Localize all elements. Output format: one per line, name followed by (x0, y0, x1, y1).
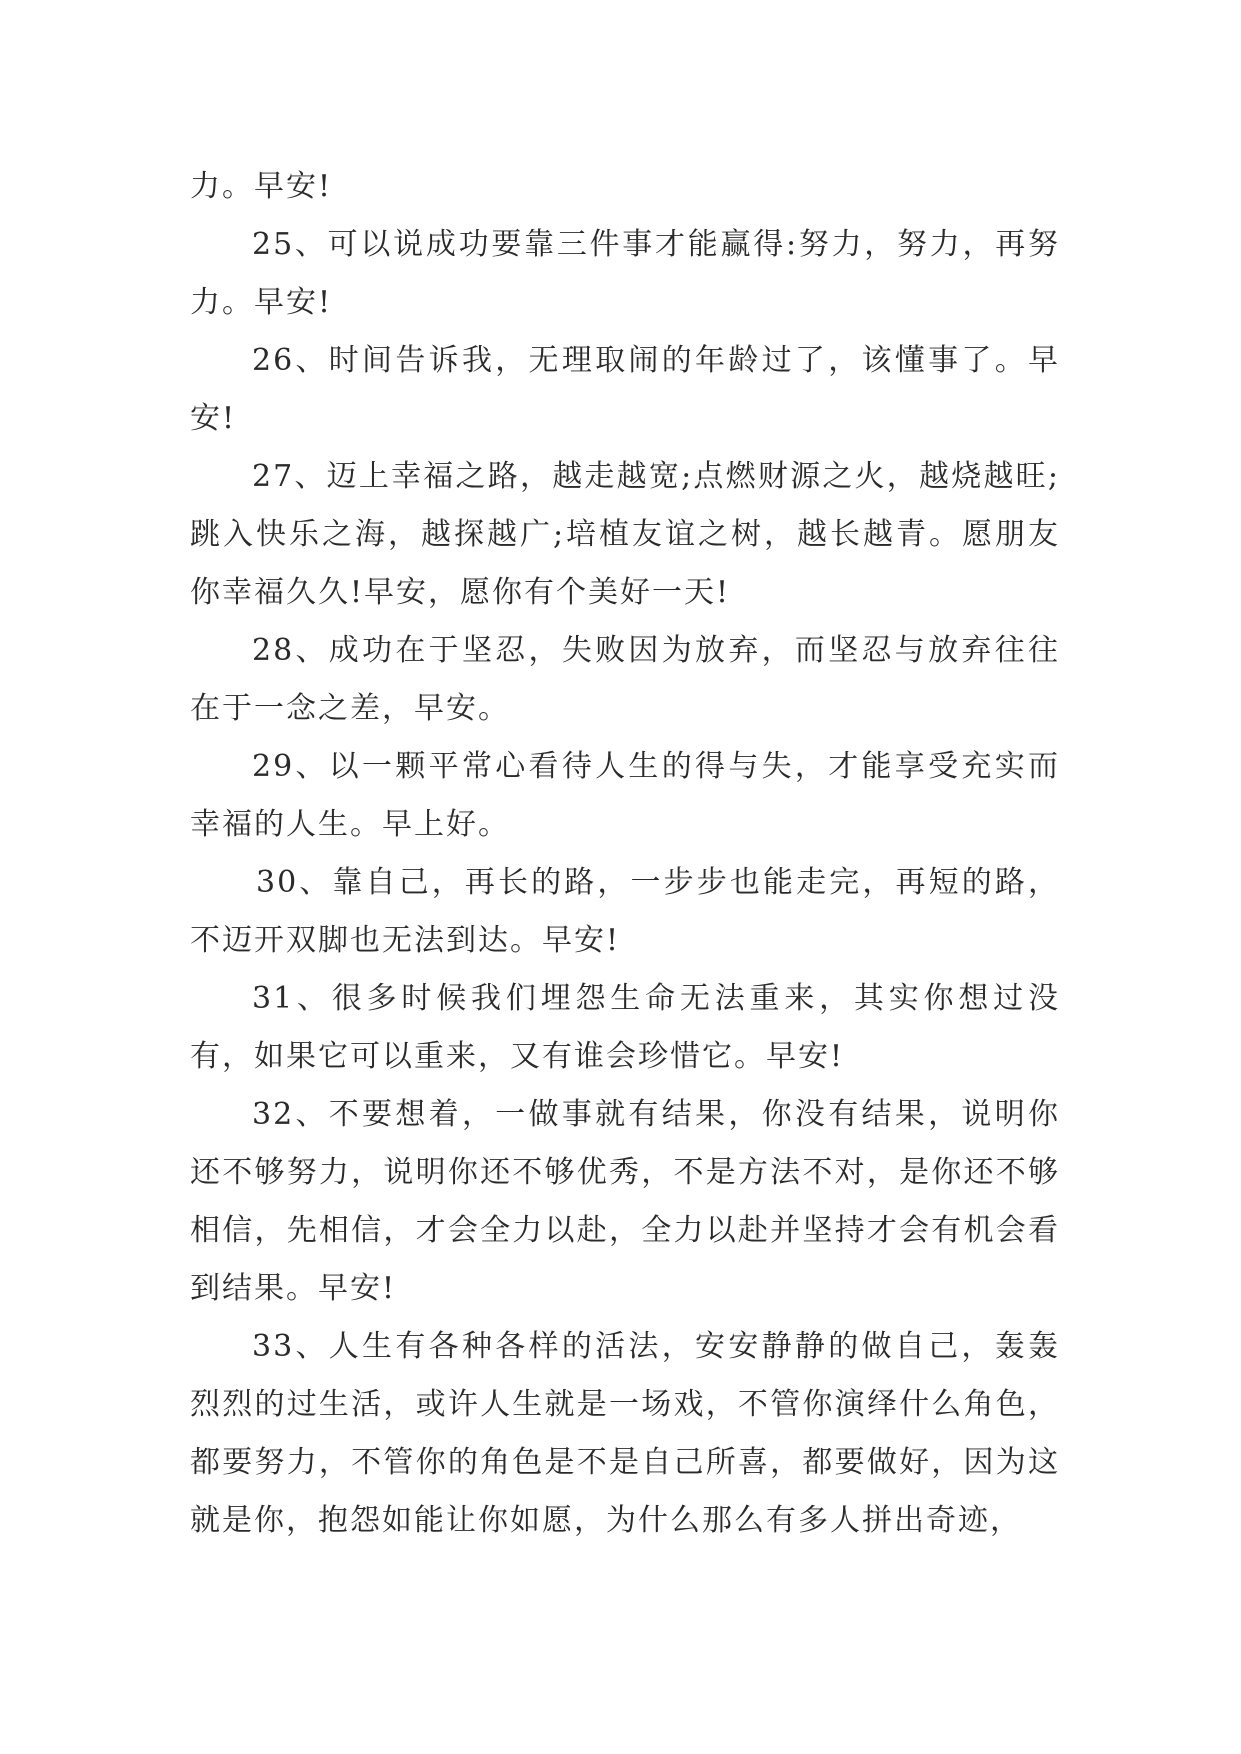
paragraph-28: 28、成功在于坚忍，失败因为放弃，而坚忍与放弃往往在于一念之差，早安。 (190, 633, 1060, 726)
paragraph-27: 27、迈上幸福之路，越走越宽;点燃财源之火，越烧越旺;跳入快乐之海，越探越广;培植友谊之树，越长越青。愿朋友你幸福久久!早安，愿你有个美好一天! (190, 459, 1060, 610)
paragraph-29: 29、以一颗平常心看待人生的得与失，才能享受充实而幸福的人生。早上好。 (190, 749, 1060, 842)
paragraph-continuation: 力。早安! (190, 169, 333, 204)
paragraph-30: 30、靠自己，再长的路，一步步也能走完，再短的路，不迈开双脚也无法到达。早安! (190, 865, 1060, 958)
paragraph-32: 32、不要想着，一做事就有结果，你没有结果，说明你还不够努力，说明你还不够优秀，不是方法不对，是你还不够相信，先相信，才会全力以赴，全力以赴并坚持才会有机会看到结果。早安! (190, 1097, 1060, 1306)
document-body (190, 158, 1060, 1550)
paragraph-25: 25、可以说成功要靠三件事才能赢得:努力，努力，再努力。早安! (190, 227, 1060, 320)
paragraph-26: 26、时间告诉我，无理取闹的年龄过了，该懂事了。早安! (190, 343, 1060, 436)
paragraph-31: 31、很多时候我们埋怨生命无法重来，其实你想过没有，如果它可以重来，又有谁会珍惜它。早安! (190, 981, 1060, 1074)
paragraph-33: 33、人生有各种各样的活法，安安静静的做自己，轰轰烈烈的过生活，或许人生就是一场戏，不管你演绎什么角色，都要努力，不管你的角色是不是自己所喜，都要做好，因为这就是你，抱怨如能让你如愿，为什么那么有多人拼出奇迹， (190, 1329, 1060, 1538)
